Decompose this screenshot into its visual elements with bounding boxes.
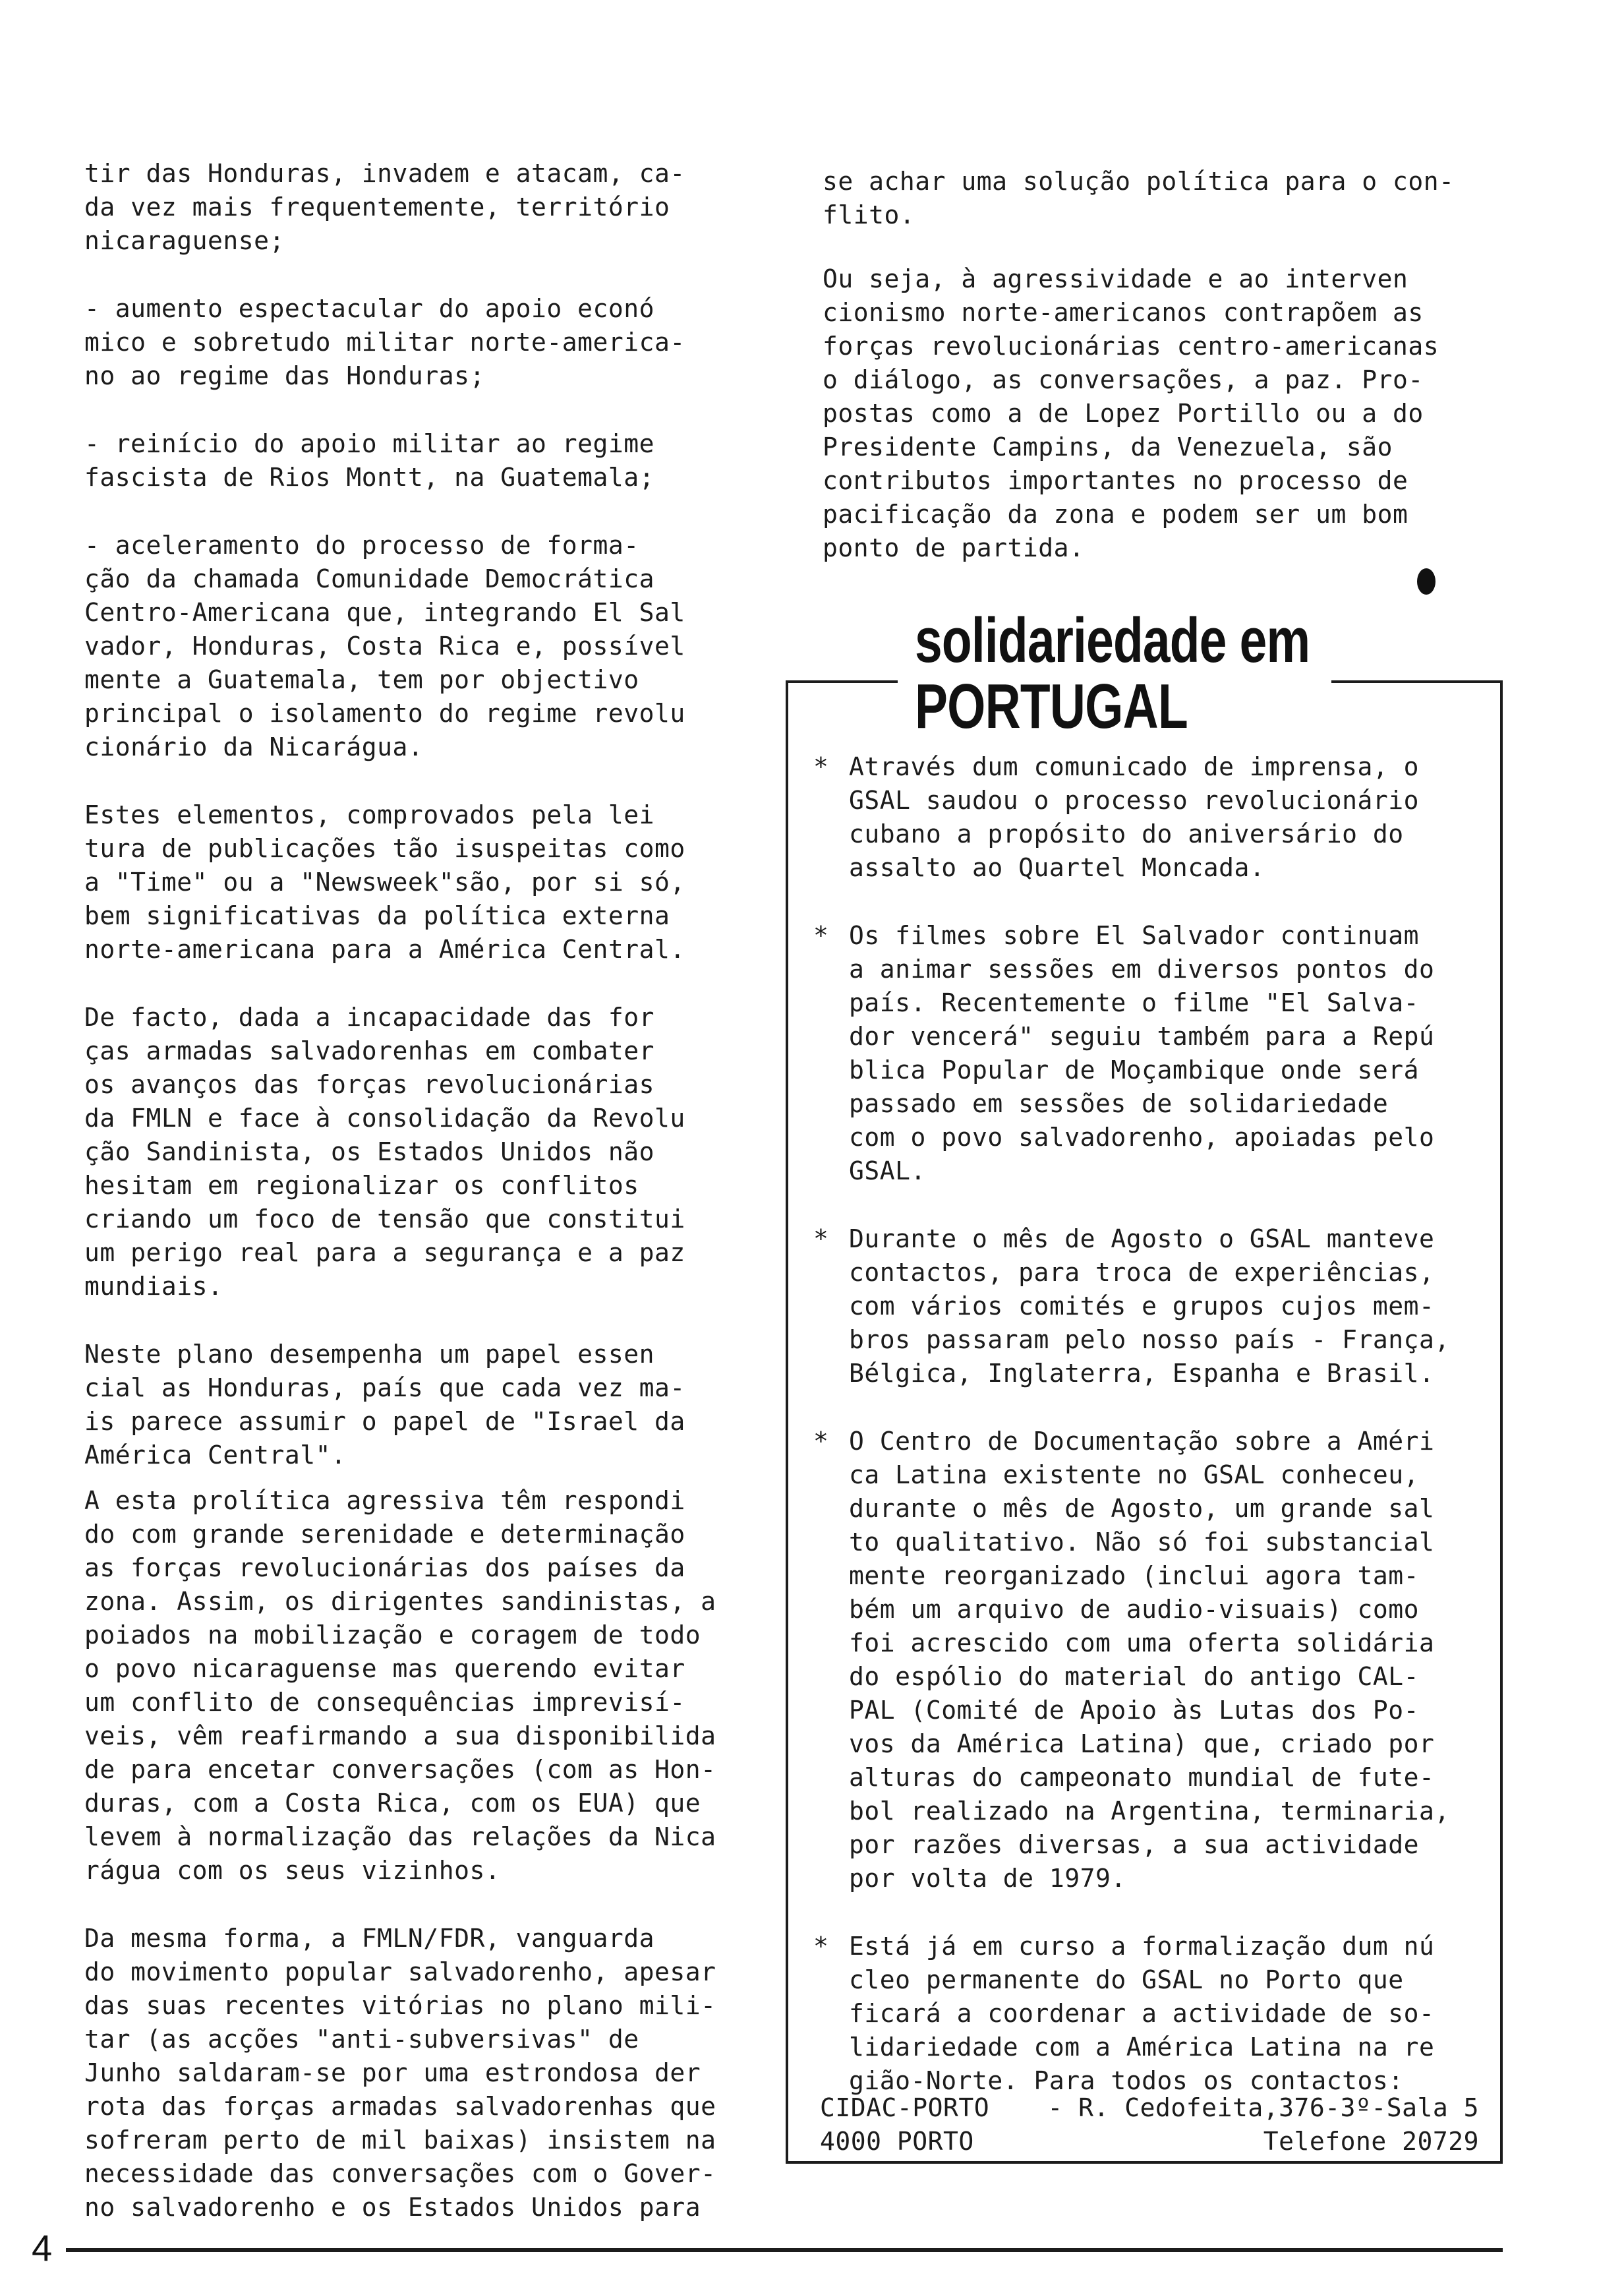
contact-phone: Telefone 20729 xyxy=(1263,2127,1479,2156)
left-paragraph-7: Neste plano desempenha um papel essen cial as Honduras, país que cada vez ma- is parece assumir o papel de "Israel da América Central". xyxy=(84,1340,685,1470)
box-item xyxy=(812,1425,1484,1895)
box-item xyxy=(812,919,1484,1188)
box-items xyxy=(812,750,1484,2132)
box-item xyxy=(812,1222,1484,1390)
box-title xyxy=(915,605,1310,742)
box-title-line-1: solidariedade em xyxy=(915,605,1310,676)
left-paragraph-8: A esta prolítica agressiva têm respondi do com grande serenidade e determinação as forças revolucionárias dos países da zona. Assim, os dirigentes sandinistas, a poiados na mobilização e coragem de todo o povo nicaraguense mas querendo evitar um conflito de consequências imprevisí- veis, vêm reafirmando a sua disponibilida de para encetar conversações (com as Hon- duras, com a Costa Rica, com os EUA) que levem à normalização das relações da Nica rágua com os seus vizinhos. xyxy=(84,1486,716,1885)
contact-org: CIDAC-PORTO xyxy=(820,2093,990,2122)
box-item xyxy=(812,1930,1484,2098)
left-paragraph-9: Da mesma forma, a FMLN/FDR, vanguarda do movimento popular salvadorenho, apesar das suas recentes vitórias no plano mili- tar (as acções "anti-subversivas" de Junho saldaram-se por uma estrondosa der rota das forças armadas salvadorenhas que sofreram perto de mil baixas) insistem na necessidade das conversações com o Gover- no salvadorenho e os Estados Unidos para xyxy=(84,1924,716,2222)
contact-city: 4000 PORTO xyxy=(820,2127,974,2156)
asterisk-bullet: * xyxy=(813,1427,829,1456)
left-paragraph-6: De facto, dada a incapacidade das for ças armadas salvadorenhas em combater os avanços das forças revolucionárias da FMLN e face à consolidação da Revolu ção Sandinista, os Estados Unidos não hesitam em regionalizar os conflitos criando um foco de tensão que constitui um perigo real para a segurança e a paz mundiais. xyxy=(84,1003,685,1301)
left-paragraph-4: - aceleramento do processo de forma- ção da chamada Comunidade Democrática Centro-Americana que, integrando El Sal vador, Honduras, Costa Rica e, possível mente a Guatemala, tem por objectivo principal o isolamento do regime revolu cionário da Nicarágua. xyxy=(84,531,685,761)
right-column xyxy=(823,165,1508,595)
contact-row-1 xyxy=(820,2091,1479,2125)
right-paragraph-1: se achar uma solução política para o con- flito. xyxy=(823,167,1455,229)
right-paragraph-2: Ou seja, à agressividade e ao interven cionismo norte-americanos contrapõem as forças revolucionárias centro-americanas o diálogo, as conversações, a paz. Pro- postas como a de Lopez Portillo ou a do Presidente Campins, da Venezuela, são contributos importantes no processo de pacificação da zona e podem ser um bom ponto de partida. xyxy=(823,264,1439,562)
left-column xyxy=(84,157,743,2259)
footer-rule xyxy=(66,2248,1503,2252)
contact-block xyxy=(820,2091,1479,2158)
box-item-text: O Centro de Documentação sobre a Améri ca Latina existente no GSAL conheceu, durante o mês de Agosto, um grande sal to qualitativo. Não só foi substancial mente reorganizado (inclui agora tam- bém um arquivo de audio-visuais) como foi acrescido com uma oferta solidária do espólio do material do antigo CAL- PAL (Comité de Apoio às Lutas dos Po- vos da América Latina) que, criado por alturas do campeonato mundial de fute- bol realizado na Argentina, terminaria, por razões diversas, a sua actividade por volta de 1979. xyxy=(849,1427,1450,1893)
contact-row-2 xyxy=(820,2125,1479,2158)
box-item-text: Durante o mês de Agosto o GSAL manteve contactos, para troca de experiências, com vários comités e grupos cujos mem- bros passaram pelo nosso país - França, Bélgica, Inglaterra, Espanha e Brasil. xyxy=(849,1224,1450,1388)
asterisk-bullet: * xyxy=(813,752,829,781)
asterisk-bullet: * xyxy=(813,921,829,950)
page-number: 4 xyxy=(32,2227,53,2269)
box-title-line-2: PORTUGAL xyxy=(915,671,1188,742)
box-item-text: Os filmes sobre El Salvador continuam a animar sessões em diversos pontos do país. Recentemente o filme "El Salva- dor vencerá" seguiu também para a Repú blica Popular de Moçambique onde será passado em sessões de solidariedade com o povo salvadorenho, apoiadas pelo GSAL. xyxy=(849,921,1435,1185)
contact-address: - R. Cedofeita,376-3º-Sala 5 xyxy=(1047,2093,1479,2122)
box-item-text: Através dum comunicado de imprensa, o GSAL saudou o processo revolucionário cubano a propósito do aniversário do assalto ao Quartel Moncada. xyxy=(849,752,1419,882)
box-item-text: Está já em curso a formalização dum nú cleo permanente do GSAL no Porto que ficará a coordenar a actividade de so- lidariedade com a América Latina na re gião-Norte. Para todos os contactos: xyxy=(849,1932,1435,2095)
left-paragraph-1: tir das Honduras, invadem e atacam, ca- da vez mais frequentemente, território nicaraguense; xyxy=(84,159,685,255)
asterisk-bullet: * xyxy=(813,1224,829,1253)
left-paragraph-2: - aumento espectacular do apoio econó mico e sobretudo militar norte-america- no ao regime das Honduras; xyxy=(84,294,685,390)
end-of-article-dot xyxy=(1417,568,1436,595)
left-paragraph-5: Estes elementos, comprovados pela lei tura de publicações tão isuspeitas como a "Time" ou a "Newsweek"são, por si só, bem significativas da política externa norte-americana para a América Central. xyxy=(84,800,685,964)
asterisk-bullet: * xyxy=(813,1932,829,1961)
box-item xyxy=(812,750,1484,885)
left-paragraph-3: - reinício do apoio militar ao regime fascista de Rios Montt, na Guatemala; xyxy=(84,429,654,492)
